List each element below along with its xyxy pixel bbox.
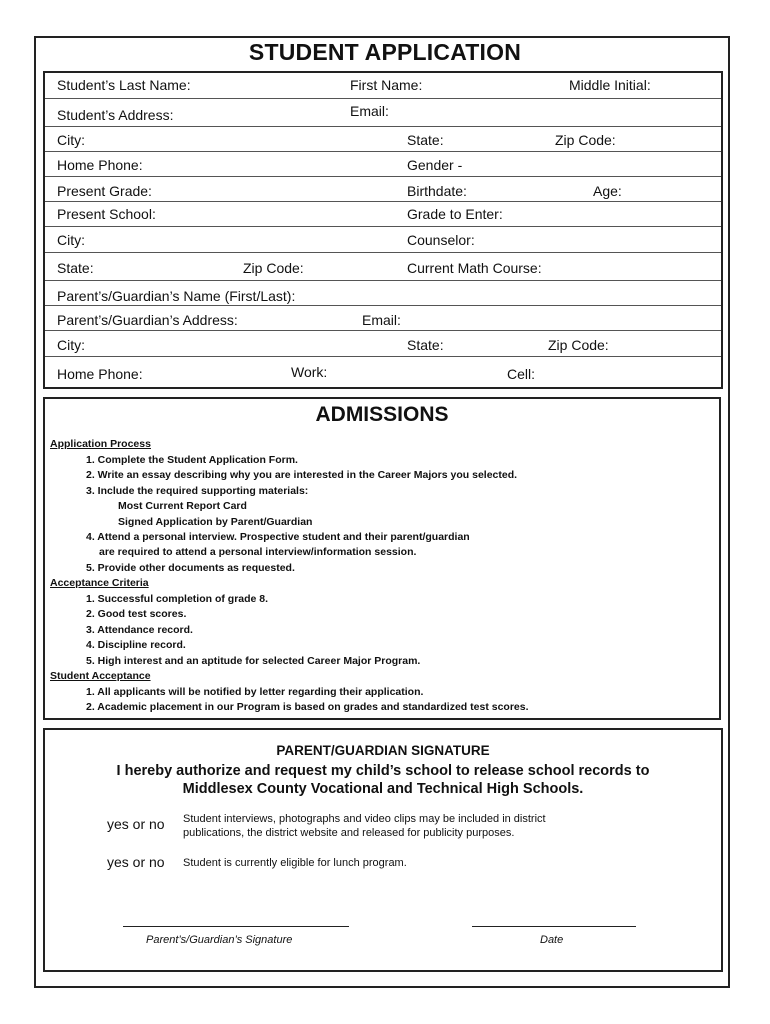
list-item: 2. Academic placement in our Program is based on grades and standardized test scores.: [86, 701, 529, 713]
school-city-field[interactable]: City:: [57, 232, 85, 248]
last-name-field[interactable]: Student’s Last Name:: [57, 77, 191, 93]
form-row: [45, 253, 721, 281]
list-item: 4. Attend a personal interview. Prospective student and their parent/guardian: [86, 531, 470, 543]
date-label: Date: [540, 934, 564, 946]
media-consent-text: [183, 812, 546, 840]
form-row: [45, 202, 721, 227]
student-city-field[interactable]: City:: [57, 132, 85, 148]
parent-signature-line[interactable]: [123, 926, 349, 927]
list-item: Signed Application by Parent/Guardian: [118, 516, 313, 528]
student-email-field[interactable]: Email:: [350, 103, 389, 119]
counselor-field[interactable]: Counselor:: [407, 232, 475, 248]
parent-address-field[interactable]: Parent’s/Guardian’s Address:: [57, 312, 238, 328]
form-row: [45, 331, 721, 357]
list-item: are required to attend a personal interview/information session.: [99, 546, 417, 558]
form-row: [45, 306, 721, 331]
parent-home-phone-field[interactable]: Home Phone:: [57, 366, 143, 382]
list-item: 5. High interest and an aptitude for selected Career Major Program.: [86, 655, 421, 667]
media-consent-text-line: publications, the district website and released for publicity purposes.: [183, 827, 515, 839]
admissions-section: [43, 397, 721, 720]
grade-to-enter-field[interactable]: Grade to Enter:: [407, 206, 503, 222]
authorization-text: I hereby authorize and request my child’s school to release school records to: [116, 763, 650, 779]
parent-state-field[interactable]: State:: [407, 337, 444, 353]
middle-initial-field[interactable]: Middle Initial:: [569, 77, 651, 93]
list-item: 4. Discipline record.: [86, 639, 186, 651]
parent-zip-field[interactable]: Zip Code:: [548, 337, 609, 353]
media-consent-text-line: Student interviews, photographs and video clips may be included in district: [183, 813, 546, 825]
media-consent-yes-no[interactable]: yes or no: [107, 816, 165, 832]
parent-city-field[interactable]: City:: [57, 337, 85, 353]
student-info-section: [43, 71, 723, 389]
page-title: STUDENT APPLICATION: [248, 39, 522, 65]
birthdate-field[interactable]: Birthdate:: [407, 183, 467, 199]
list-item: 2. Good test scores.: [86, 608, 187, 620]
parent-email-field[interactable]: Email:: [362, 312, 401, 328]
authorization-text: Middlesex County Vocational and Technical High Schools.: [182, 781, 584, 797]
student-state-field[interactable]: State:: [407, 132, 444, 148]
first-name-field[interactable]: First Name:: [350, 77, 423, 93]
list-item: 1. Successful completion of grade 8.: [86, 593, 269, 605]
form-row: [45, 227, 721, 253]
lunch-eligibility-text: Student is currently eligible for lunch program.: [183, 857, 407, 869]
form-row: [45, 152, 721, 177]
list-item: Most Current Report Card: [118, 500, 247, 512]
student-home-phone-field[interactable]: Home Phone:: [57, 157, 143, 173]
parent-name-field[interactable]: Parent’s/Guardian’s Name (First/Last):: [57, 288, 296, 304]
parent-signature-section: [43, 728, 723, 972]
gender-field[interactable]: Gender -: [407, 157, 463, 173]
lunch-eligibility-yes-no[interactable]: yes or no: [107, 854, 165, 870]
list-item: 1. Complete the Student Application Form.: [86, 454, 298, 466]
acceptance-criteria-heading: Acceptance Criteria: [50, 577, 149, 589]
parent-cell-phone-field[interactable]: Cell:: [507, 366, 536, 382]
form-row: [45, 177, 721, 202]
list-item: 1. All applicants will be notified by letter regarding their application.: [86, 686, 424, 698]
present-school-field[interactable]: Present School:: [57, 206, 156, 222]
application-process-heading: Application Process: [50, 438, 151, 450]
list-item: 3. Attendance record.: [86, 624, 193, 636]
form-row: [45, 357, 721, 387]
form-row: [45, 73, 721, 99]
list-item: 2. Write an essay describing why you are interested in the Career Majors you selected.: [86, 469, 518, 481]
admissions-title: ADMISSIONS: [315, 403, 449, 426]
form-row: [45, 281, 721, 306]
form-row: [45, 99, 721, 127]
signature-section-title: PARENT/GUARDIAN SIGNATURE: [276, 743, 490, 758]
present-grade-field[interactable]: Present Grade:: [57, 183, 152, 199]
student-address-field[interactable]: Student’s Address:: [57, 107, 174, 123]
form-row: [45, 127, 721, 152]
list-item: 5. Provide other documents as requested.: [86, 562, 295, 574]
school-state-field[interactable]: State:: [57, 260, 94, 276]
student-acceptance-heading: Student Acceptance: [50, 670, 151, 682]
list-item: 3. Include the required supporting materials:: [86, 485, 309, 497]
age-field[interactable]: Age:: [593, 183, 622, 199]
school-zip-field[interactable]: Zip Code:: [243, 260, 304, 276]
date-line[interactable]: [472, 926, 636, 927]
parent-signature-label: Parent’s/Guardian’s Signature: [146, 934, 293, 946]
current-math-course-field[interactable]: Current Math Course:: [407, 260, 542, 276]
parent-work-phone-field[interactable]: Work:: [291, 364, 328, 380]
student-zip-field[interactable]: Zip Code:: [555, 132, 616, 148]
